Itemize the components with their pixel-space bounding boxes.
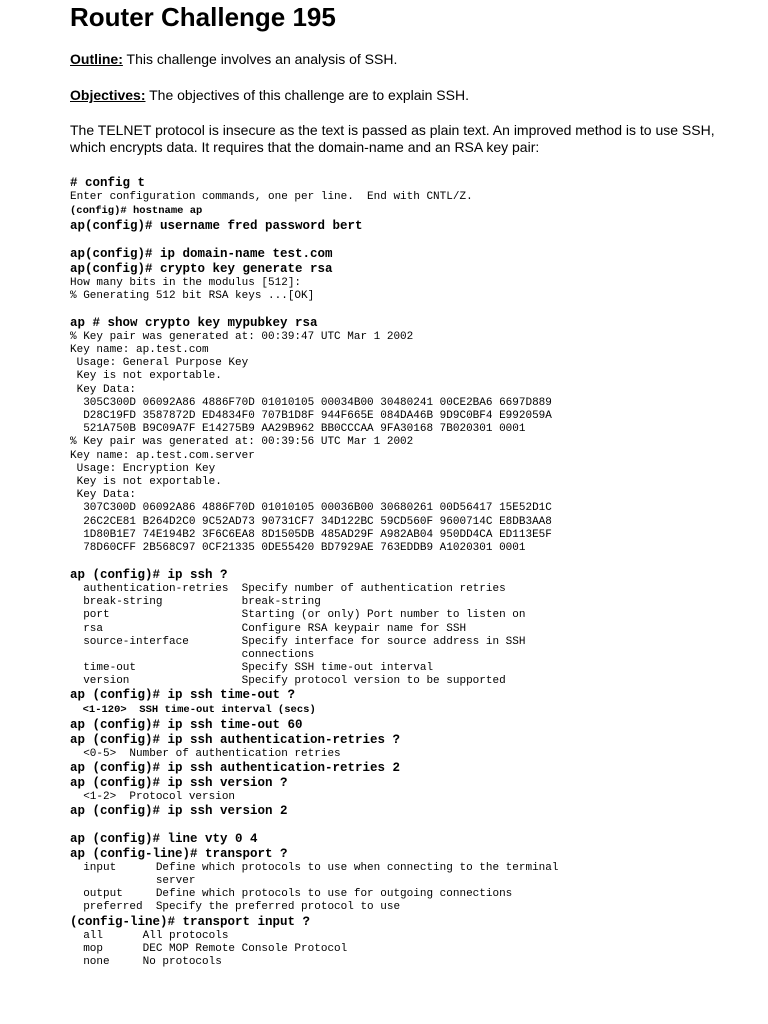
cli-command-line: ap # show crypto key mypubkey rsa [70, 316, 318, 331]
cli-output-line: Key name: ap.test.com [70, 344, 209, 357]
cli-command-line: (config-line)# transport input ? [70, 914, 311, 929]
cli-command-line: ap (config)# ip ssh time-out 60 [70, 718, 303, 733]
cli-output-line: authentication-retries Specify number of authentication retries [70, 582, 506, 595]
objectives-paragraph [70, 87, 730, 104]
cli-output-line: 305C300D 06092A86 4886F70D 01010105 00034B00 30480241 00CE2BA6 6697D889 [70, 396, 552, 409]
cli-command-line: ap(config)# ip domain-name test.com [70, 246, 333, 261]
cli-output-line: time-out Specify SSH time-out interval [70, 662, 434, 675]
cli-command-line: <1-120> SSH time-out interval (secs) [70, 704, 316, 717]
cli-output-line: Key is not exportable. [70, 370, 222, 383]
page-title: Router Challenge 195 [70, 2, 336, 32]
outline-label: Outline: [70, 51, 123, 67]
cli-command-line: ap (config)# ip ssh time-out ? [70, 688, 296, 703]
cli-output-line: mop DEC MOP Remote Console Protocol [70, 942, 348, 955]
cli-command-line: ap(config)# crypto key generate rsa [70, 261, 333, 276]
cli-output-line: Usage: General Purpose Key [70, 357, 249, 370]
cli-command-line: ap (config)# ip ssh authentication-retries 2 [70, 761, 401, 776]
cli-command-line: ap(config)# username fred password bert [70, 218, 363, 233]
cli-output-line: Key is not exportable. [70, 475, 222, 488]
cli-output-line: D28C19FD 3587872D ED4834F0 707B1D8F 944F665E 084DA46B 9D9C0BF4 E992059A [70, 410, 552, 423]
block-spacer [70, 555, 740, 568]
cli-output-line: 1D80B1E7 74E194B2 3F6C6EA8 8D1505DB 485AD29F A982AB04 950DD4CA ED113E5F [70, 528, 552, 541]
block-spacer [70, 303, 740, 316]
cli-output-line: preferred Specify the preferred protocol to use [70, 901, 401, 914]
objectives-text: The objectives of this challenge are to explain SSH. [145, 87, 469, 103]
cli-output-line: 26C2CE81 B264D2C0 9C52AD73 90731CF7 34D122BC 59CD560F 9600714C E8DB3AA8 [70, 515, 552, 528]
cli-command-line: ap (config)# ip ssh version 2 [70, 804, 288, 819]
cli-output-line: Key Data: [70, 489, 137, 502]
cli-output-line: input Define which protocols to use when connecting to the terminal [70, 861, 559, 874]
cli-output-line: 78D60CFF 2B568C97 0CF21335 0DE55420 BD7929AE 763EDDB9 A1020301 0001 [70, 541, 526, 554]
cli-command-line: ap (config)# ip ssh authentication-retries ? [70, 733, 401, 748]
cli-output-line: % Generating 512 bit RSA keys ...[OK] [70, 289, 315, 302]
cli-output-line: break-string break-string [70, 596, 321, 609]
cli-command-line: ap (config)# line vty 0 4 [70, 832, 258, 847]
outline-paragraph [70, 51, 730, 68]
cli-output-line: source-interface Specify interface for source address in SSH [70, 635, 526, 648]
cli-output-line: Enter configuration commands, one per line. End with CNTL/Z. [70, 190, 473, 203]
cli-command-line: ap (config)# ip ssh version ? [70, 776, 288, 791]
cli-output-line: version Specify protocol version to be supported [70, 675, 506, 688]
cli-output-line: <0-5> Number of authentication retries [70, 748, 341, 761]
outline-text: This challenge involves an analysis of SSH. [122, 51, 398, 67]
cli-output-line: % Key pair was generated at: 00:39:56 UTC Mar 1 2002 [70, 436, 414, 449]
cli-output-line: 307C300D 06092A86 4886F70D 01010105 00036B00 30680261 00D56417 15E52D1C [70, 502, 552, 515]
block-spacer [70, 234, 740, 247]
cli-output-line: connections [70, 648, 315, 661]
cli-command-line: ap (config-line)# transport ? [70, 846, 288, 861]
cli-transcript [70, 176, 740, 969]
cli-output-line: How many bits in the modulus [512]: [70, 276, 302, 289]
cli-output-line: port Starting (or only) Port number to listen on [70, 609, 526, 622]
cli-command-line: ap (config)# ip ssh ? [70, 568, 228, 583]
intro-paragraph: The TELNET protocol is insecure as the text is passed as plain text. An improved method is to use SSH, which encrypts data. It requires that the domain-name and an RSA key pair: [70, 122, 715, 155]
cli-output-line: server [70, 875, 196, 888]
cli-output-line: Key name: ap.test.com.server [70, 449, 255, 462]
block-spacer [70, 819, 740, 832]
cli-output-line: Usage: Encryption Key [70, 462, 216, 475]
cli-command-line: # config t [70, 176, 146, 190]
cli-output-line: 521A750B B9C09A7F E14275B9 AA29B962 BB0CCCAA 9FA30168 7B020301 0001 [70, 423, 526, 436]
cli-output-line: none No protocols [70, 955, 222, 968]
cli-output-line: <1-2> Protocol version [70, 791, 236, 804]
cli-command-line: (config)# hostname ap [70, 205, 203, 218]
objectives-label: Objectives: [70, 87, 146, 103]
cli-output-line: Key Data: [70, 383, 137, 396]
cli-output-line: rsa Configure RSA keypair name for SSH [70, 622, 467, 635]
cli-output-line: output Define which protocols to use for outgoing connections [70, 888, 513, 901]
cli-output-line: % Key pair was generated at: 00:39:47 UTC Mar 1 2002 [70, 330, 414, 343]
cli-output-line: all All protocols [70, 929, 229, 942]
